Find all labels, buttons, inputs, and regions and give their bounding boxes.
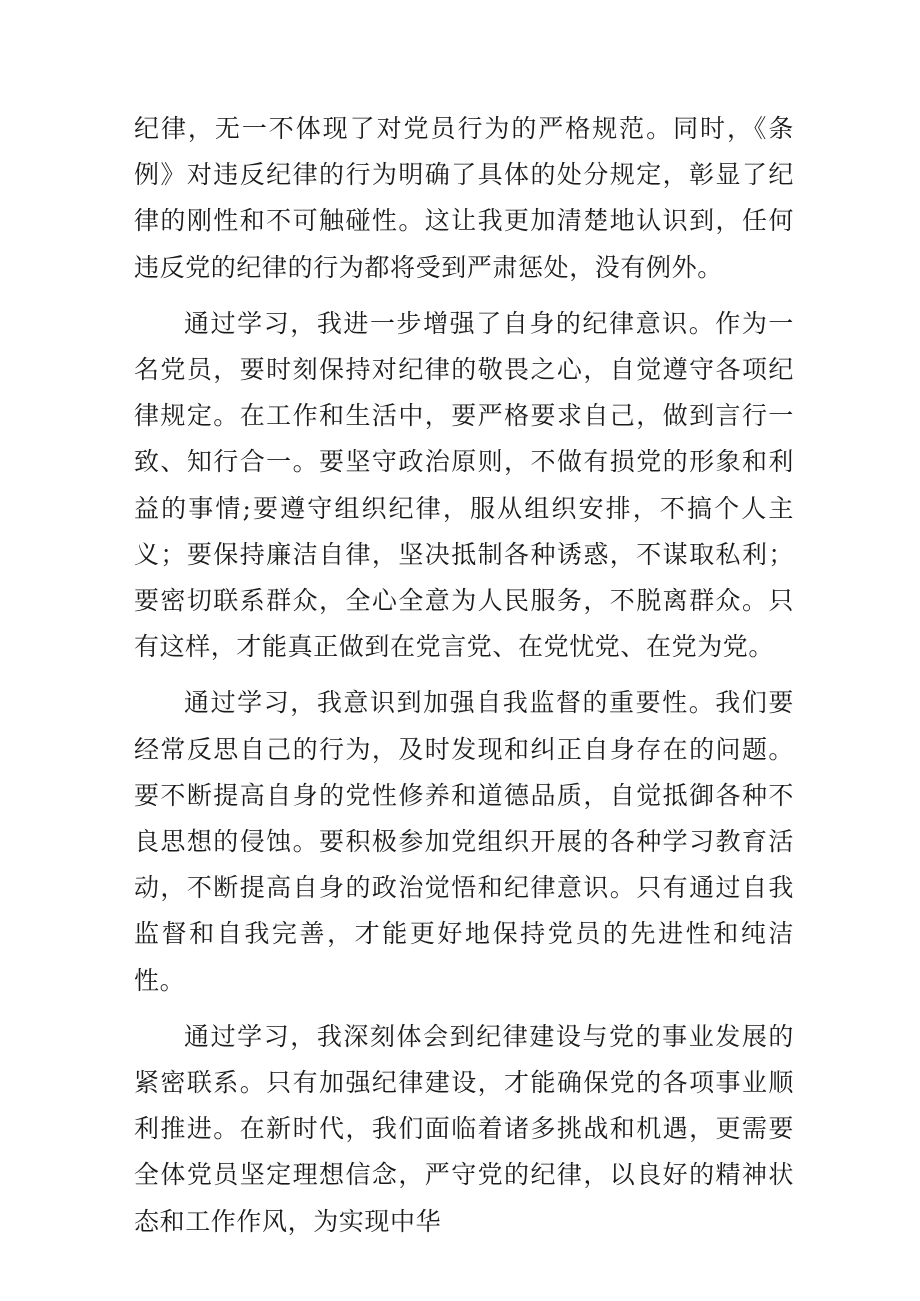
- document-body: [134, 106, 794, 1245]
- paragraph-discipline-building: 通过学习，我深刻体会到纪律建设与党的事业发展的紧密联系。只有加强纪律建设，才能确保党的各项事业顺利推进。在新时代，我们面临着诸多挑战和机遇，更需要全体党员坚定理想信念，严守党的纪律，以良好的精神状态和工作作风，为实现中华: [134, 1021, 794, 1236]
- paragraph-discipline-awareness: 通过学习，我进一步增强了自身的纪律意识。作为一名党员，要时刻保持对纪律的敬畏之心，自觉遵守各项纪律规定。在工作和生活中，要严格要求自己，做到言行一致、知行合一。要坚守政治原则，不做有损党的形象和利益的事情;要遵守组织纪律，服从组织安排，不搞个人主义；要保持廉洁自律，坚决抵制各种诱惑，不谋取私利；要密切联系群众，全心全意为人民服务，不脱离群众。只有这样，才能真正做到在党言党、在党忧党、在党为党。: [134, 308, 794, 662]
- paragraph-continued: 纪律，无一不体现了对党员行为的严格规范。同时，《条例》对违反纪律的行为明确了具体的处分规定，彰显了纪律的刚性和不可触碰性。这让我更加清楚地认识到，任何违反党的纪律的行为都将受到严肃惩处，没有例外。: [134, 114, 794, 282]
- paragraph-self-supervision: 通过学习，我意识到加强自我监督的重要性。我们要经常反思自己的行为，及时发现和纠正自身存在的问题。要不断提高自身的党性修养和道德品质，自觉抵御各种不良思想的侵蚀。要积极参加党组织开展的各种学习教育活动，不断提高自身的政治觉悟和纪律意识。只有通过自我监督和自我完善，才能更好地保持党员的先进性和纯洁性。: [134, 688, 794, 995]
